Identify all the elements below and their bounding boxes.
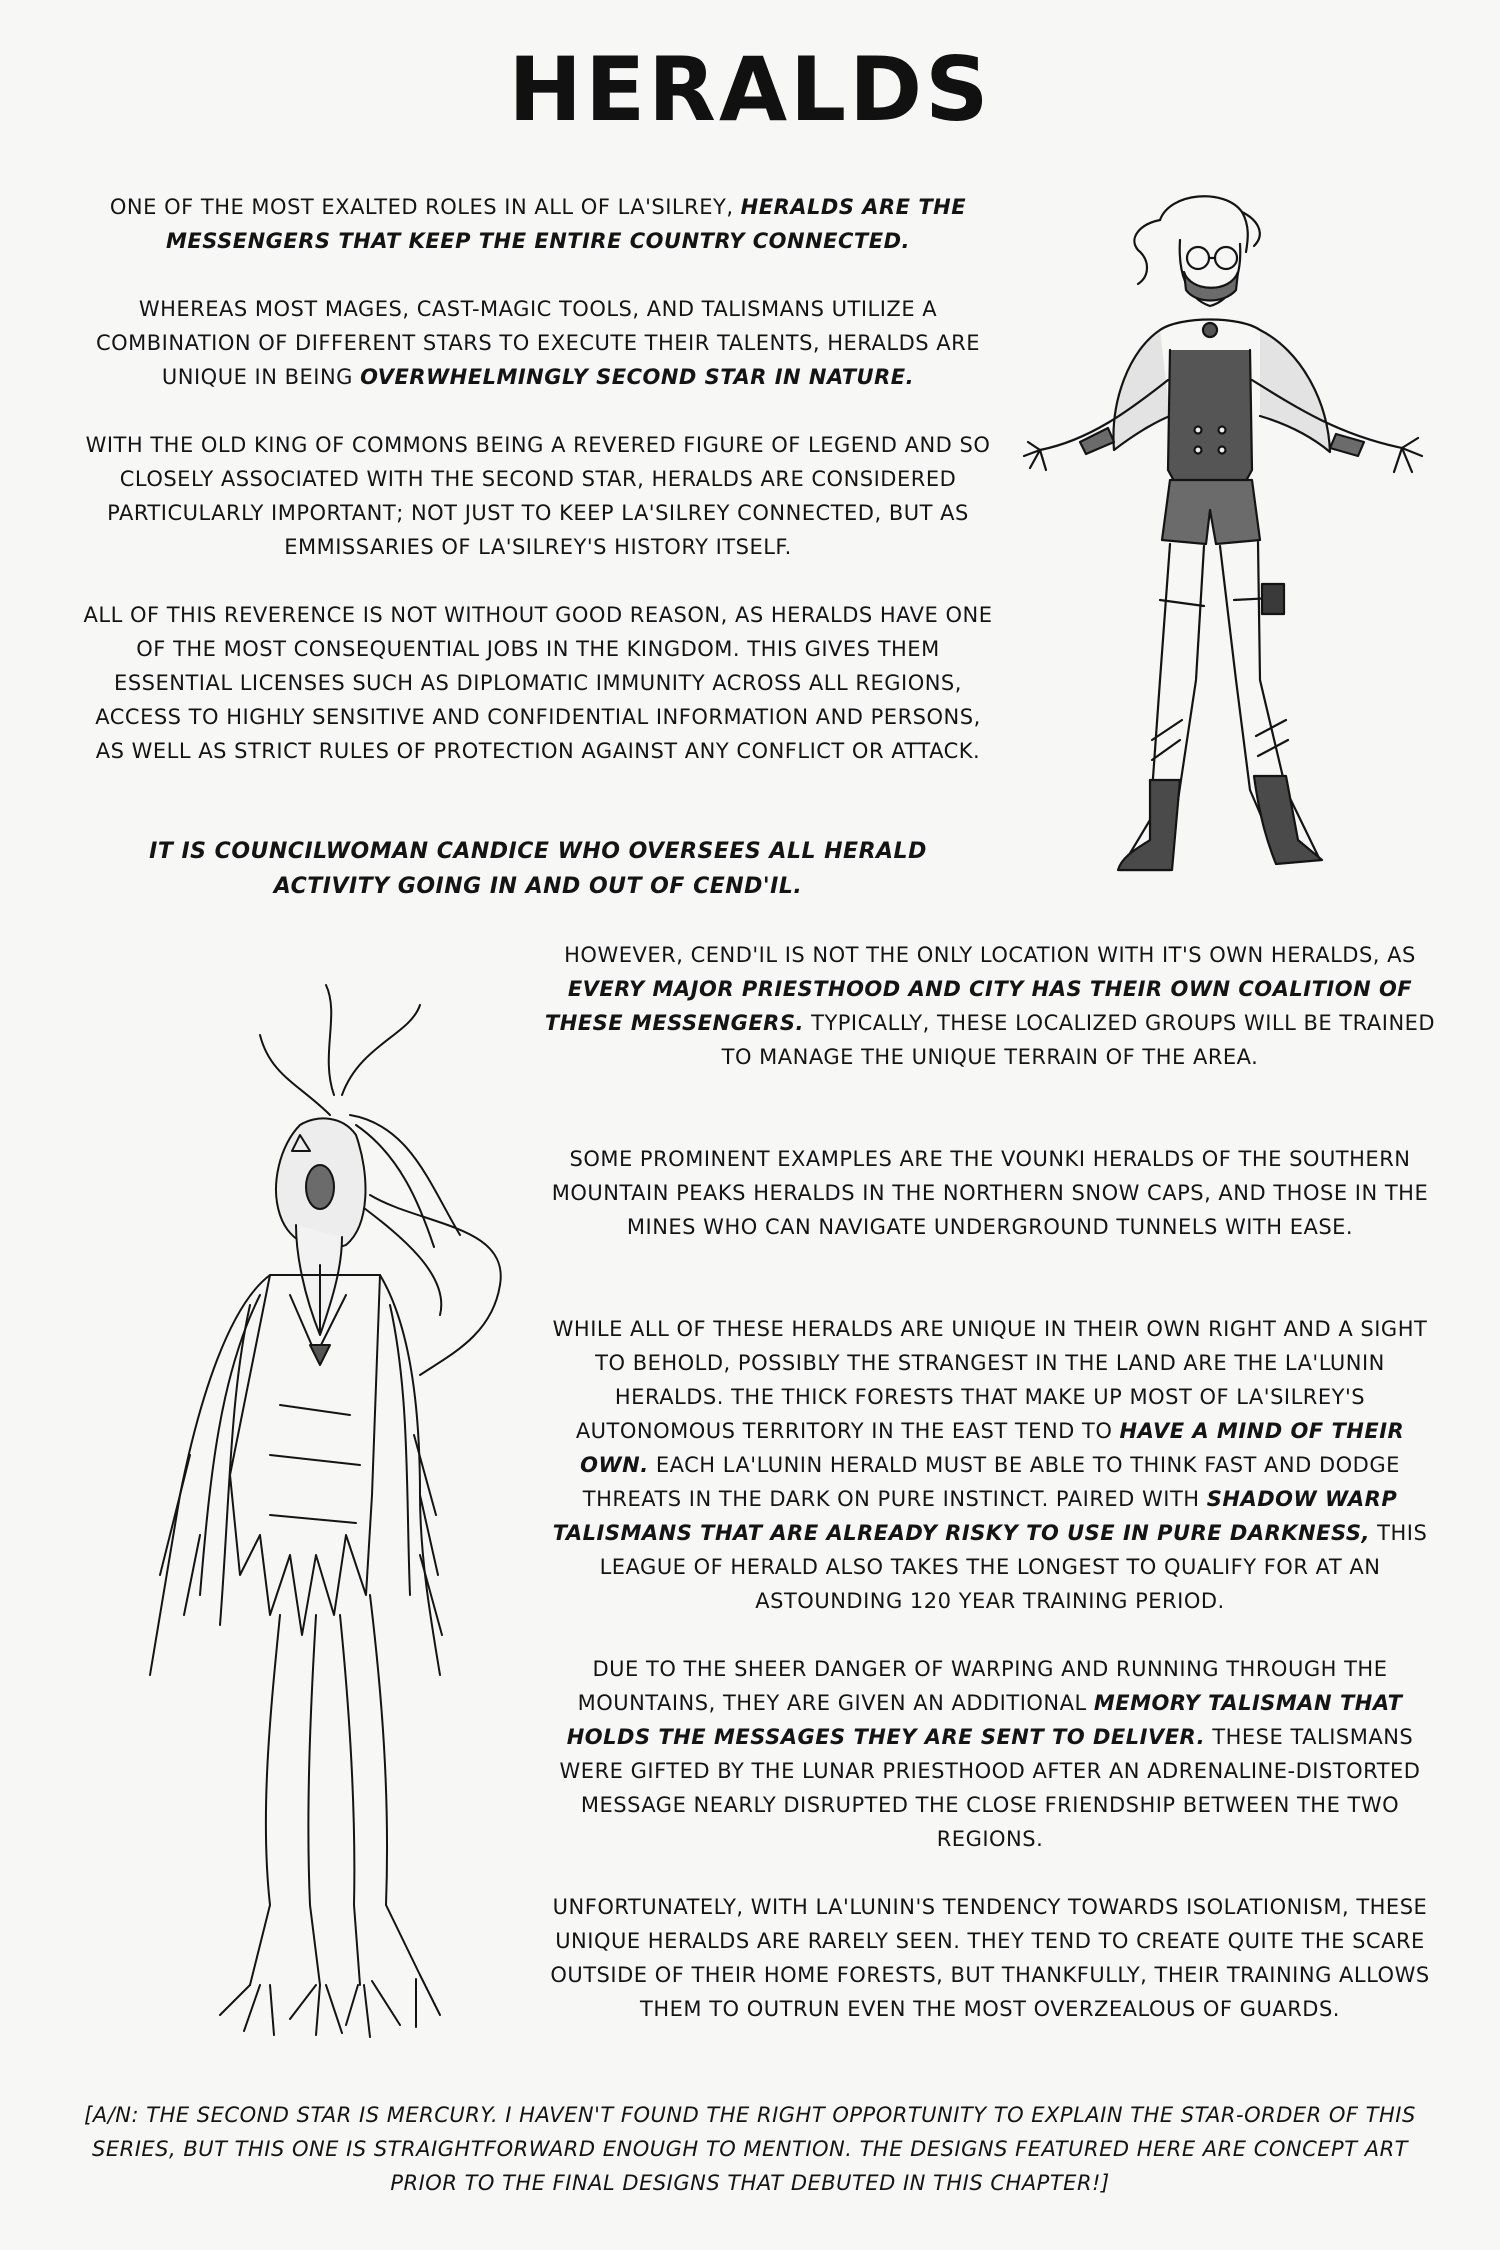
emphasis-text: EVERY MAJOR PRIESTHOOD AND CITY HAS THEIR OWN COALITION OF THESE MESSENGERS. <box>544 977 1413 1035</box>
paragraph-examples <box>540 1142 1440 1244</box>
emphasis-text: IT IS COUNCILWOMAN CANDICE WHO OVERSEES ALL HERALD ACTIVITY GOING IN AND OUT OF CEND'IL. <box>149 839 927 899</box>
paragraph-text: WHILE ALL OF THESE HERALDS ARE UNIQUE IN THEIR OWN RIGHT AND A SIGHT TO BEHOLD, POSSIBLY THE STRANGEST IN THE LAND ARE THE LA'LUNIN HERALDS. THE THICK FORESTS THAT MAKE UP MOST OF LA'SILREY'S AUTONOMOUS TERRITORY IN THE EAST TEND TO <box>552 1317 1428 1443</box>
paragraph-intro <box>78 190 998 258</box>
emphasis-text: MEMORY TALISMAN THAT HOLDS THE MESSAGES THEY ARE SENT TO DELIVER. <box>566 1691 1403 1749</box>
emphasis-text: SHADOW WARP TALISMANS THAT ARE ALREADY RISKY TO USE IN PURE DARKNESS, <box>552 1487 1398 1545</box>
paragraph-text: WHEREAS MOST MAGES, CAST-MAGIC TOOLS, AND TALISMANS UTILIZE A COMBINATION OF DIFFERENT STARS TO EXECUTE THEIR TALENTS, HERALDS ARE UNIQUE IN BEING <box>95 297 981 389</box>
paragraph-memory-talisman <box>540 1652 1440 1856</box>
author-note: [A/N: THE SECOND STAR IS MERCURY. I HAVEN'T FOUND THE RIGHT OPPORTUNITY TO EXPLAIN THE STAR-ORDER OF THIS SERIES, BUT THIS ONE IS STRAIGHTFORWARD ENOUGH TO MENTION. THE DESIGNS FEATURED HERE ARE CONCEPT ART PRIOR TO THE FINAL DESIGNS THAT DEBUTED IN THIS CHAPTER!] <box>84 2103 1416 2195</box>
lalunin-herald-illustration <box>120 975 540 2045</box>
paragraph-old-king <box>78 428 998 564</box>
paragraph-text: WITH THE OLD KING OF COMMONS BEING A REVERED FIGURE OF LEGEND AND SO CLOSELY ASSOCIATED WITH THE SECOND STAR, HERALDS ARE CONSIDERED PARTICULARLY IMPORTANT; NOT JUST TO KEEP LA'SILREY CONNECTED, BUT AS EMMISSARIES OF LA'SILREY'S HISTORY ITSELF. <box>85 433 991 559</box>
page-title: HERALDS <box>508 38 992 141</box>
paragraph-text: ALL OF THIS REVERENCE IS NOT WITHOUT GOOD REASON, AS HERALDS HAVE ONE OF THE MOST CONSEQUENTIAL JOBS IN THE KINGDOM. THIS GIVES THEM ESSENTIAL LICENSES SUCH AS DIPLOMATIC IMMUNITY ACROSS ALL REGIONS, ACCESS TO HIGHLY SENSITIVE AND CONFIDENTIAL INFORMATION AND PERSONS, AS WELL AS STRICT RULES OF PROTECTION AGAINST ANY CONFLICT OR ATTACK. <box>83 603 993 763</box>
paragraph-lalunin <box>540 1312 1440 1618</box>
paragraph-text: EACH LA'LUNIN HERALD MUST BE ABLE TO THINK FAST AND DODGE THREATS IN THE DARK ON PURE INSTINCT. PAIRED WITH <box>582 1453 1400 1511</box>
paragraph-text: TYPICALLY, THESE LOCALIZED GROUPS WILL BE TRAINED TO MANAGE THE UNIQUE TERRAIN OF THE AREA. <box>721 1011 1436 1069</box>
paragraph-candice <box>88 834 988 904</box>
paragraph-local-heralds <box>540 938 1440 1074</box>
emphasis-text: HERALDS ARE THE MESSENGERS THAT KEEP THE ENTIRE COUNTRY CONNECTED. <box>166 195 967 253</box>
herald-cape-illustration <box>1010 180 1430 880</box>
emphasis-text: OVERWHELMINGLY SECOND STAR IN NATURE. <box>360 365 915 389</box>
paragraph-text: ONE OF THE MOST EXALTED ROLES IN ALL OF LA'SILREY, <box>109 195 741 219</box>
paragraph-text: THIS LEAGUE OF HERALD ALSO TAKES THE LONGEST TO QUALIFY FOR AT AN ASTOUNDING 120 YEAR TRAINING PERIOD. <box>599 1521 1428 1613</box>
paragraph-text: THESE TALISMANS WERE GIFTED BY THE LUNAR PRIESTHOOD AFTER AN ADRENALINE-DISTORTED MESSAGE NEARLY DISRUPTED THE CLOSE FRIENDSHIP BETWEEN THE TWO REGIONS. <box>559 1725 1421 1851</box>
paragraph-text: DUE TO THE SHEER DANGER OF WARPING AND RUNNING THROUGH THE MOUNTAINS, THEY ARE GIVEN AN ADDITIONAL <box>577 1657 1388 1715</box>
paragraph-text: SOME PROMINENT EXAMPLES ARE THE VOUNKI HERALDS OF THE SOUTHERN MOUNTAIN PEAKS HERALDS IN THE NORTHERN SNOW CAPS, AND THOSE IN THE MINES WHO CAN NAVIGATE UNDERGROUND TUNNELS WITH EASE. <box>551 1147 1429 1239</box>
emphasis-text: HAVE A MIND OF THEIR OWN. <box>580 1419 1405 1477</box>
paragraph-isolationism <box>540 1890 1440 2026</box>
paragraph-reverence <box>78 598 998 768</box>
paragraph-second-star <box>78 292 998 394</box>
paragraph-text: UNFORTUNATELY, WITH LA'LUNIN'S TENDENCY TOWARDS ISOLATIONISM, THESE UNIQUE HERALDS ARE RARELY SEEN. THEY TEND TO CREATE QUITE THE SCARE OUTSIDE OF THEIR HOME FORESTS, BUT THANKFULLY, THEIR TRAINING ALLOWS THEM TO OUTRUN EVEN THE MOST OVERZEALOUS OF GUARDS. <box>550 1895 1430 2021</box>
paragraph-text: HOWEVER, CEND'IL IS NOT THE ONLY LOCATION WITH IT'S OWN HERALDS, AS <box>564 943 1416 967</box>
